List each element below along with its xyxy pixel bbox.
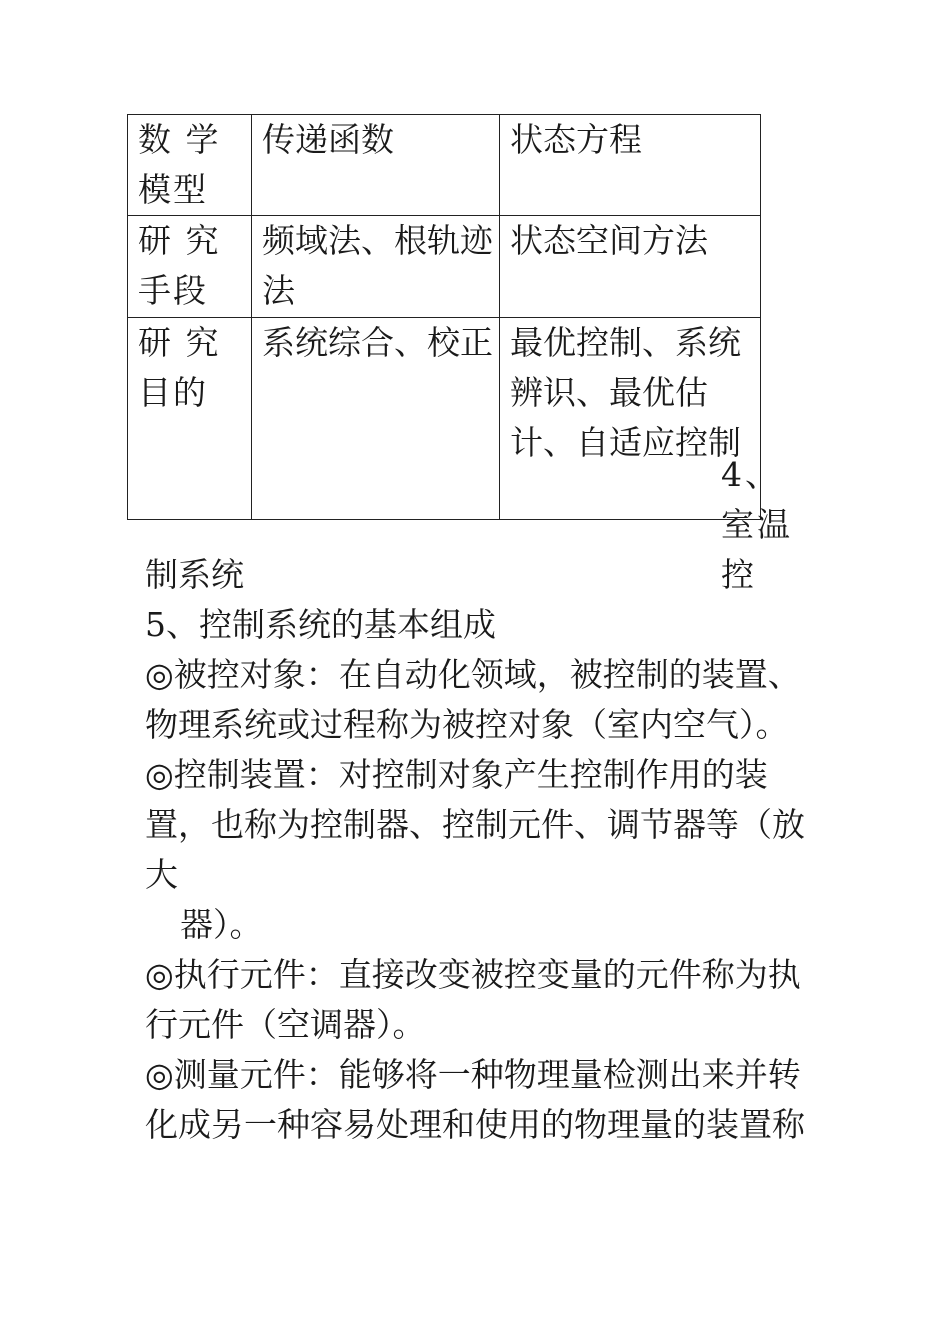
paragraph: ◎被控对象：在自动化领域，被控制的装置、物理系统或过程称为被控对象（室内空气）。 (145, 655, 801, 744)
paragraph: ◎执行元件：直接改变被控变量的元件称为执行元件（空调器）。 (145, 955, 801, 1044)
table-row (128, 318, 761, 520)
table-cell: 传递函数 (252, 115, 500, 216)
comparison-table (127, 114, 761, 520)
table-cell: 状态空间方法 (500, 216, 761, 318)
table-cell: 最优控制、系统辨识、最优估计、自适应控制 (500, 318, 761, 520)
table-row (128, 216, 761, 318)
table-cell: 状态方程 (500, 115, 761, 216)
table-row (128, 115, 761, 216)
table-cell: 系统综合、校正 (252, 318, 500, 520)
paragraph: 制系统 (145, 555, 244, 594)
paragraph: ◎测量元件：能够将一种物理量检测出来并转化成另一种容易处理和使用的物理量的装置称 (145, 1055, 805, 1144)
section-heading-fragment: 4、室温 控 (721, 455, 793, 594)
section-heading: 5、控制系统的基本组成 (145, 605, 496, 644)
table-cell-header: 数 学 模型 (128, 115, 252, 216)
paragraph: 器）。 (180, 905, 263, 944)
table-cell-header: 研 究 目的 (128, 318, 252, 520)
table-cell: 频域法、根轨迹法 (252, 216, 500, 318)
table-cell-header: 研 究 手段 (128, 216, 252, 318)
paragraph: ◎控制装置：对控制对象产生控制作用的装置，也称为控制器、控制元件、调节器等（放大 (145, 755, 805, 894)
body-text (145, 550, 815, 1150)
